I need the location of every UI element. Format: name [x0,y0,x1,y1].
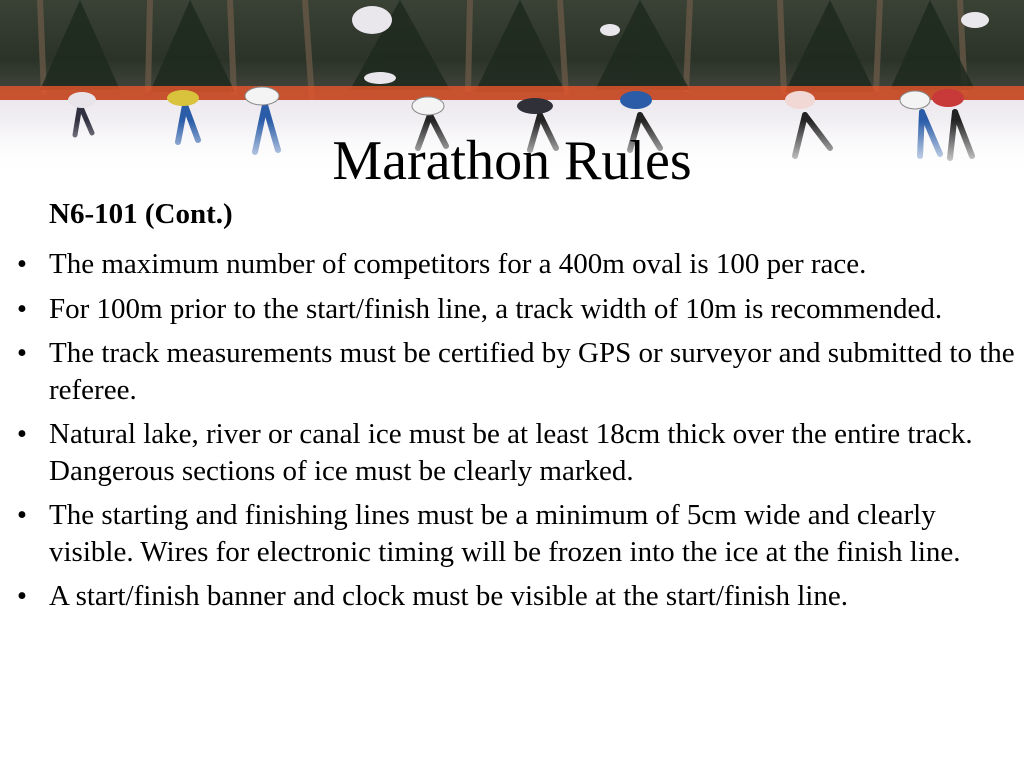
bullet-marker: • [16,292,28,325]
rule-bullet-track-width [0,291,1020,328]
bullet-text: Natural lake, river or canal ice must be at least 18cm thick over the entire track. Dangerous sections of ice must be clearly marked. [49,418,973,487]
bullet-marker: • [16,580,28,612]
skater-figure [245,87,279,105]
bullet-text: For 100m prior to the start/finish line, a track width of 10m is recommended. [49,292,943,325]
rule-bullet-max-competitors [0,246,1020,283]
slide-title: Marathon Rules [332,130,692,192]
bullet-text: The track measurements must be certified by GPS or surveyor and submitted to the referee. [49,337,1015,406]
skater-figure [68,92,96,108]
bullet-marker: • [16,418,28,450]
bullet-text: A start/finish banner and clock must be visible at the start/finish line. [49,580,848,612]
skater-figure [517,98,553,114]
bullet-marker: • [16,499,28,531]
skater-figure [620,91,652,109]
bullet-marker: • [16,337,28,369]
rule-bullet-ice-thickness [0,416,1020,489]
rule-bullet-track-measurements [0,335,1020,408]
bullet-marker: • [16,248,28,280]
rule-bullet-banner-clock [0,578,1020,615]
rule-bullet-start-finish-lines [0,497,1020,570]
skater-figure [167,90,199,106]
bullet-text: The starting and finishing lines must be a minimum of 5cm wide and clearly visible. Wires for electronic timing will be frozen into the ice at the finish line. [49,499,961,568]
skater-figure [900,91,930,109]
rules-bullet-list [0,246,1020,623]
skater-figure [932,89,964,107]
bullet-text: The maximum number of competitors for a 400m oval is 100 per race. [49,248,867,280]
rule-subheading: N6-101 (Cont.) [49,198,233,230]
skater-figure [785,91,815,109]
skater-figure [412,97,444,115]
